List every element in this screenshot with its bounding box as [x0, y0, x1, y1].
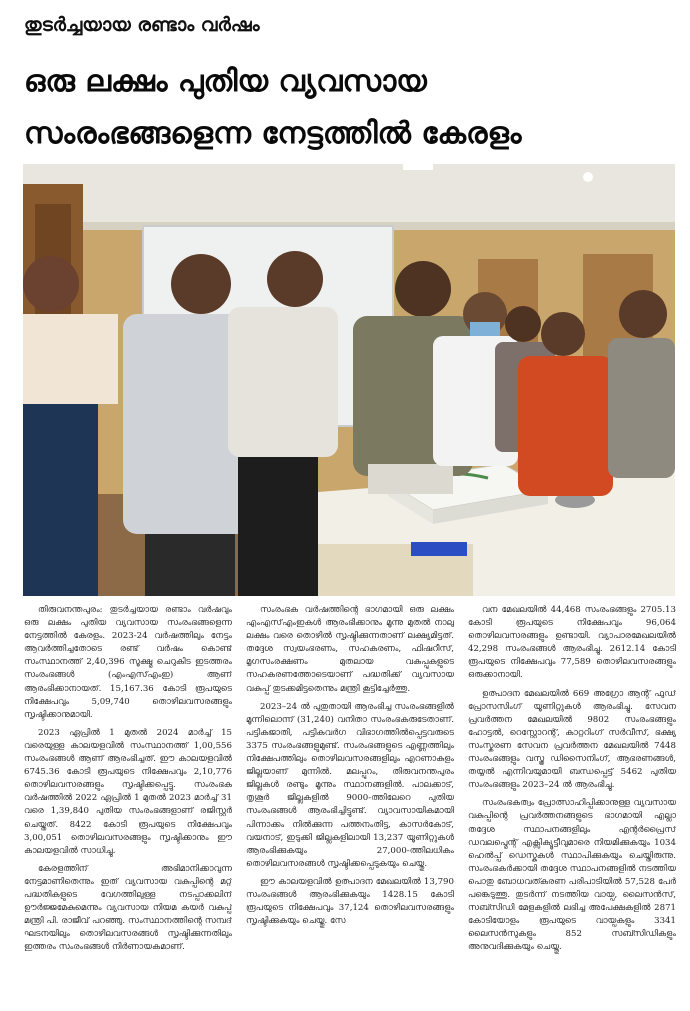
article-column-2 [246, 604, 454, 1004]
paragraph: സംരംഭകത്വം പ്രോത്സാഹിപ്പിക്കാനുള്ള വ്യവസായ വകുപ്പിന്റെ പ്രവർത്തനങ്ങളുടെ ഭാഗമായി എല്ലാ തദ്ദേശ സ്ഥാപനങ്ങളിലും എന്റർപ്രൈസ് ഡവലപ്മെന്റ് എക്സിക്യൂട്ടീവുമാരെ നിയമിക്കുകയും 1034 ഹെൽപ്പ് ഡെസ്കുകൾ സ്ഥാപിക്കുകയും ചെയ്തിരുന്നു. സംരംഭകർക്കായി തദ്ദേശ സ്ഥാപനങ്ങളിൽ നടത്തിയ പൊതു ബോധവത്കരണ പരിപാടിയിൽ 57,528 പേർ പങ്കെടുത്തു. തുടർന്ന് നടത്തിയ വായ്പ, ലൈസൻസ്, സബ്സിഡി മേളകളിൽ ലഭിച്ച അപേക്ഷകളിൽ 2871 കോടിയോളം രൂപയുടെ വായ്പകളും 3341 ലൈസൻസുകളും 852 സബ്സിഡികളും അനുവദിക്കുകയും ചെയ്തു. [468, 798, 676, 953]
paragraph: സംരംഭക വർഷത്തിന്റെ ഭാഗമായി ഒരു ലക്ഷം എംഎസ്എംഇകൾ ആരംഭിക്കാനും മൂന്നു മുതൽ നാലു ലക്ഷം വരെ തൊഴിൽ സൃഷ്ടിക്കുന്നതാണ് ലക്ഷ്യമിട്ടത്. തദ്ദേശ സ്വയംഭരണം, സഹകരണം, ഫിഷറീസ്, മൃഗസംരക്ഷണം മുതലായ വകുപ്പുകളുടെ സഹകരണത്തോടെയാണ് പദ്ധതിക്ക് വ്യവസായ വകുപ്പ് തുടക്കമിട്ടതെന്നും മന്ത്രി കൂട്ടിച്ചേർത്തു. [246, 605, 454, 694]
headline-line-2: സംരംഭങ്ങളെന്ന നേട്ടത്തിൽ കേരളം [24, 116, 522, 151]
paragraph: കേരളത്തിന് അഭിമാനിക്കാവുന്ന നേട്ടമാണിതെന്നും ഇത് വ്യവസായ വകുപ്പിന്റെ മറ്റ് പദ്ധതികളുടെ വേഗത്തിലുള്ള നടപ്പാക്കലിന് ഊർജ്ജമേകുമെന്നും വ്യവസായ നിയമ കയർ വകുപ്പ് മന്ത്രി പി. രാജീവ് പറഞ്ഞു. സംസ്ഥാനത്തിന്റെ സമ്പദ് ഘടനയിലും തൊഴിലവസരങ്ങൾ സൃഷ്ടിക്കുന്നതിലും ഇത്തരം സംരംഭങ്ങൾ നിർണായകമാണ്. [24, 863, 232, 953]
paragraph: വന മേഖലയിൽ 44,468 സംരംഭങ്ങളും 2705.13 കോടി രൂപയുടെ നിക്ഷേപവും 96,064 തൊഴിലവസരങ്ങളും ഉണ്ടായി. വ്യാപാരമേഖലയിൽ 42,298 സംരംഭങ്ങൾ ആരംഭിച്ചു. 2612.14 കോടി രൂപയുടെ നിക്ഷേപവും 77,589 തൊഴിലവസരങ്ങളും ഒരുക്കാനായി. [468, 605, 676, 681]
paragraph: 2023 ഏപ്രിൽ 1 മുതൽ 2024 മാർച്ച് 15 വരെയുള്ള കാലയളവിൽ സംസ്ഥാനത്ത് 1,00,556 സംരംഭങ്ങൾ ആണ് ആരംഭിച്ചത്. ഈ കാലയളവിൽ 6745.36 കോടി രൂപയുടെ നിക്ഷേപവും 2,10,776 തൊഴിലവസരങ്ങളും സൃഷ്ടിക്കപ്പെട്ടു. സംരംഭക വർഷത്തിൽ 2022 ഏപ്രിൽ 1 മുതൽ 2023 മാർച്ച് 31 വരെ 1,39,840 പുതിയ സംരംഭങ്ങളാണ് രജിസ്റ്റർ ചെയ്തത്. 8422 കോടി രൂപയുടെ നിക്ഷേപവും 3,00,051 തൊഴിലവസരങ്ങളും സൃഷ്ടിക്കാനും ഈ കാലയളവിൽ സാധിച്ചു. [24, 727, 232, 856]
article-column-1 [24, 604, 232, 1004]
paragraph: ഉത്പാദന മേഖലയിൽ 669 അഗ്രോ ആന്റ് ഫുഡ് പ്രോസസിംഗ് യൂണിറ്റുകൾ ആരംഭിച്ചു. സേവന പ്രവർത്തന മേഖലയിൽ 9802 സംരംഭങ്ങളും ഹോട്ടൽ, റെസ്റ്റോറന്റ്, കാറ്ററിംഗ് സർവീസ്, ഭക്ഷ്യ സംസ്കരണ സേവന പ്രവർത്തന മേഖലയിൽ 7448 സംരംഭങ്ങളും വസ്ത്ര ഡിസൈനിംഗ്, ആഭരണങ്ങൾ, തയ്യൽ എന്നിവയുമായി ബന്ധപ്പെട്ട് 5462 പുതിയ സംരംഭങ്ങളും 2023–24 ൽ ആരംഭിച്ചു. [468, 688, 676, 791]
kicker-heading: തുടർച്ചയായ രണ്ടാം വർഷം [24, 14, 260, 36]
article-column-3 [468, 604, 676, 1004]
headline-line-1: ഒരു ലക്ഷം പുതിയ വ്യവസായ [24, 64, 427, 99]
news-photo [23, 164, 675, 596]
headline [24, 56, 674, 160]
ceiling [23, 164, 675, 222]
paragraph: തിരുവനന്തപുരം: തുടർച്ചയായ രണ്ടാം വർഷവും ഒരു ലക്ഷം പുതിയ വ്യവസായ സംരംഭങ്ങളെന്ന നേട്ടത്തിൽ കേരളം. 2023-24 വർഷത്തിലും നേട്ടം ആവർത്തിച്ചതോടെ രണ്ട് വർഷം കൊണ്ട് സംസ്ഥാനത്ത് 2,40,396 സൂക്ഷ്മ ചെറുകിട ഇടത്തരം സംരംഭങ്ങൾ (എംഎസ്എംഇ) ആണ് ആരംഭിക്കാനായത്. 15,167.36 കോടി രൂപയുടെ നിക്ഷേപവും 5,09,740 തൊഴിലവസരങ്ങളും സൃഷ്ടിക്കാനുമായി. [24, 605, 232, 720]
paragraph: 2023–24 ൽ പുതുതായി ആരംഭിച്ച സംരംഭങ്ങളിൽ മൂന്നിലൊന്ന് (31,240) വനിതാ സംരംഭകരുടേതാണ്. പട്ടികജാതി, പട്ടികവർഗ വിഭാഗത്തിൽപ്പെട്ടവരുടെ 3375 സംരംഭങ്ങളുമുണ്ട്. സംരംഭങ്ങളുടെ എണ്ണത്തിലും നിക്ഷേപത്തിലും തൊഴിലവസരങ്ങളിലും എറണാകുളം ജില്ലയാണ് മുന്നിൽ. മലപ്പുറം, തിരുവനന്തപുരം ജില്ലകൾ രണ്ടും മൂന്നും സ്ഥാനങ്ങളിൽ. പാലക്കാട്, തൃശൂർ ജില്ലകളിൽ 9000-ത്തിലേറെ പുതിയ സംരംഭങ്ങൾ ആരംഭിച്ചിട്ടുണ്ട്. വ്യാവസായികമായി പിന്നാക്കം നിൽക്കുന്ന പത്തനംതിട്ട, കാസർകോട്, വയനാട്, ഇടുക്കി ജില്ലകളിലായി 13,237 യൂണിറ്റുകൾ ആരംഭിക്കുകയും 27,000-ത്തിലധികം തൊഴിലവസരങ്ങൾ സൃഷ്ടിക്കപ്പെടുകയും ചെയ്തു. [246, 701, 454, 869]
photo-illustration [23, 164, 675, 596]
article-body [24, 604, 676, 1004]
paragraph: ഈ കാലയളവിൽ ഉത്പാദന മേഖലയിൽ 13,790 സംരംഭങ്ങൾ ആരംഭിക്കുകയും 1428.15 കോടി രൂപയുടെ നിക്ഷേപവും 37,124 തൊഴിലവസരങ്ങളും സൃഷ്ടിക്കുകയും ചെയ്തു. സേ [246, 876, 454, 927]
